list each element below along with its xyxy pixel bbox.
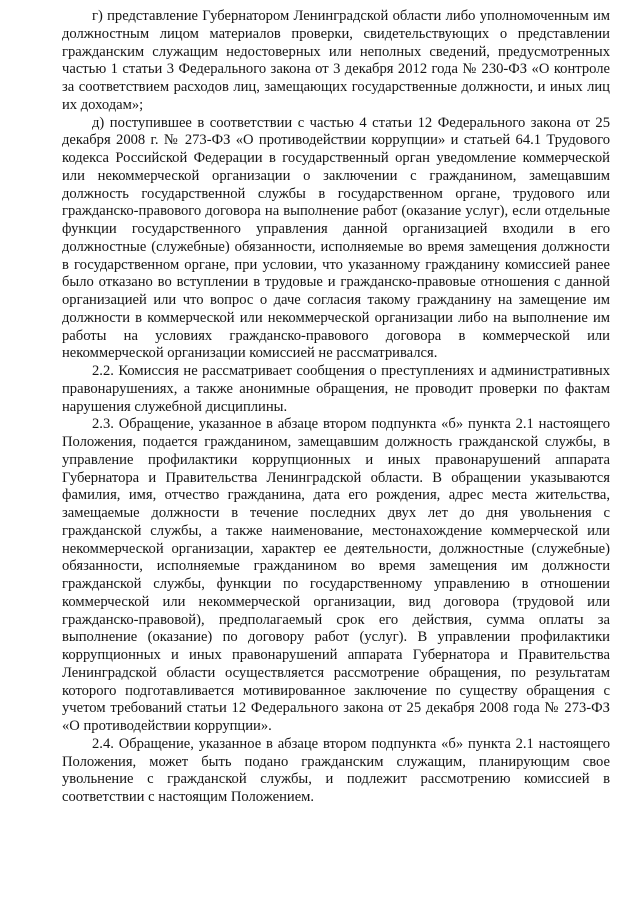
paragraph-2-2: 2.2. Комиссия не рассматривает сообщения о преступлениях и административных правонарушениях, а также анонимные обращения, не проводит проверки по фактам нарушения служебной дисциплины. (62, 363, 610, 415)
document-page (62, 8, 610, 807)
paragraph-2-4: 2.4. Обращение, указанное в абзаце втором подпункта «б» пункта 2.1 настоящего Положения, может быть подано гражданским служащим, планирующим свое увольнение с гражданской службы, и подлежит рассмотрению комиссией в соответствии с настоящим Положением. (62, 735, 610, 805)
paragraph-subitem-d: д) поступившее в соответствии с частью 4 статьи 12 Федерального закона от 25 декабря 2008 г. № 273-ФЗ «О противодействии коррупции» и статьей 64.1 Трудового кодекса Российской Федерации в государственный орган уведомление коммерческой или некоммерческой организации о заключении с гражданином, замещавшим должность государственной службы в государственном органе, трудового или гражданско-правового договора на выполнение работ (оказание услуг), если отдельные функции государственного управления данной организацией входили в его должностные (служебные) обязанности, исполняемые во время замещения должности в государственном органе, при условии, что указанному гражданину комиссией ранее было отказано во вступлении в трудовые и гражданско-правовые отношения с данной организацией или что вопрос о даче согласия такому гражданину на замещение им должности в коммерческой или некоммерческой организации либо на выполнение им работы на условиях гражданско-правового договора в коммерческой или некоммерческой организации комиссией не рассматривался. (62, 114, 610, 362)
paragraph-subitem-g: г) представление Губернатором Ленинградской области либо уполномоченным им должностным лицом материалов проверки, свидетельствующих о представлении гражданским служащим недостоверных или неполных сведений, предусмотренных частью 1 статьи 3 Федерального закона от 3 декабря 2012 года № 230-ФЗ «О контроле за соответствием расходов лиц, замещающих государственные должности, и иных лиц их доходам»; (62, 8, 610, 113)
paragraph-2-3: 2.3. Обращение, указанное в абзаце втором подпункта «б» пункта 2.1 настоящего Положения, подается гражданином, замещавшим должность гражданской службы, в управление профилактики коррупционных и иных правонарушений аппарата Губернатора и Правительства Ленинградской области. В обращении указываются фамилия, имя, отчество гражданина, дата его рождения, адрес места жительства, замещаемые должности в течение последних двух лет до дня увольнения с гражданской службы, а также наименование, местонахождение коммерческой или некоммерческой организации, характер ее деятельности, должностные (служебные) обязанности, исполняемые гражданином во время замещения им должности гражданской службы, функции по государственному управлению в отношении коммерческой или некоммерческой организации, вид договора (трудовой или гражданско-правовой), предполагаемый срок его действия, сумма оплаты за выполнение (оказание) по договору работ (услуг). В управлении профилактики коррупционных и иных правонарушений аппарата Губернатора и Правительства Ленинградской области осуществляется рассмотрение обращения, по результатам которого подготавливается мотивированное заключение по существу обращения с учетом требований статьи 12 Федерального закона от 25 декабря 2008 года № 273-ФЗ «О противодействии коррупции». (62, 416, 610, 734)
